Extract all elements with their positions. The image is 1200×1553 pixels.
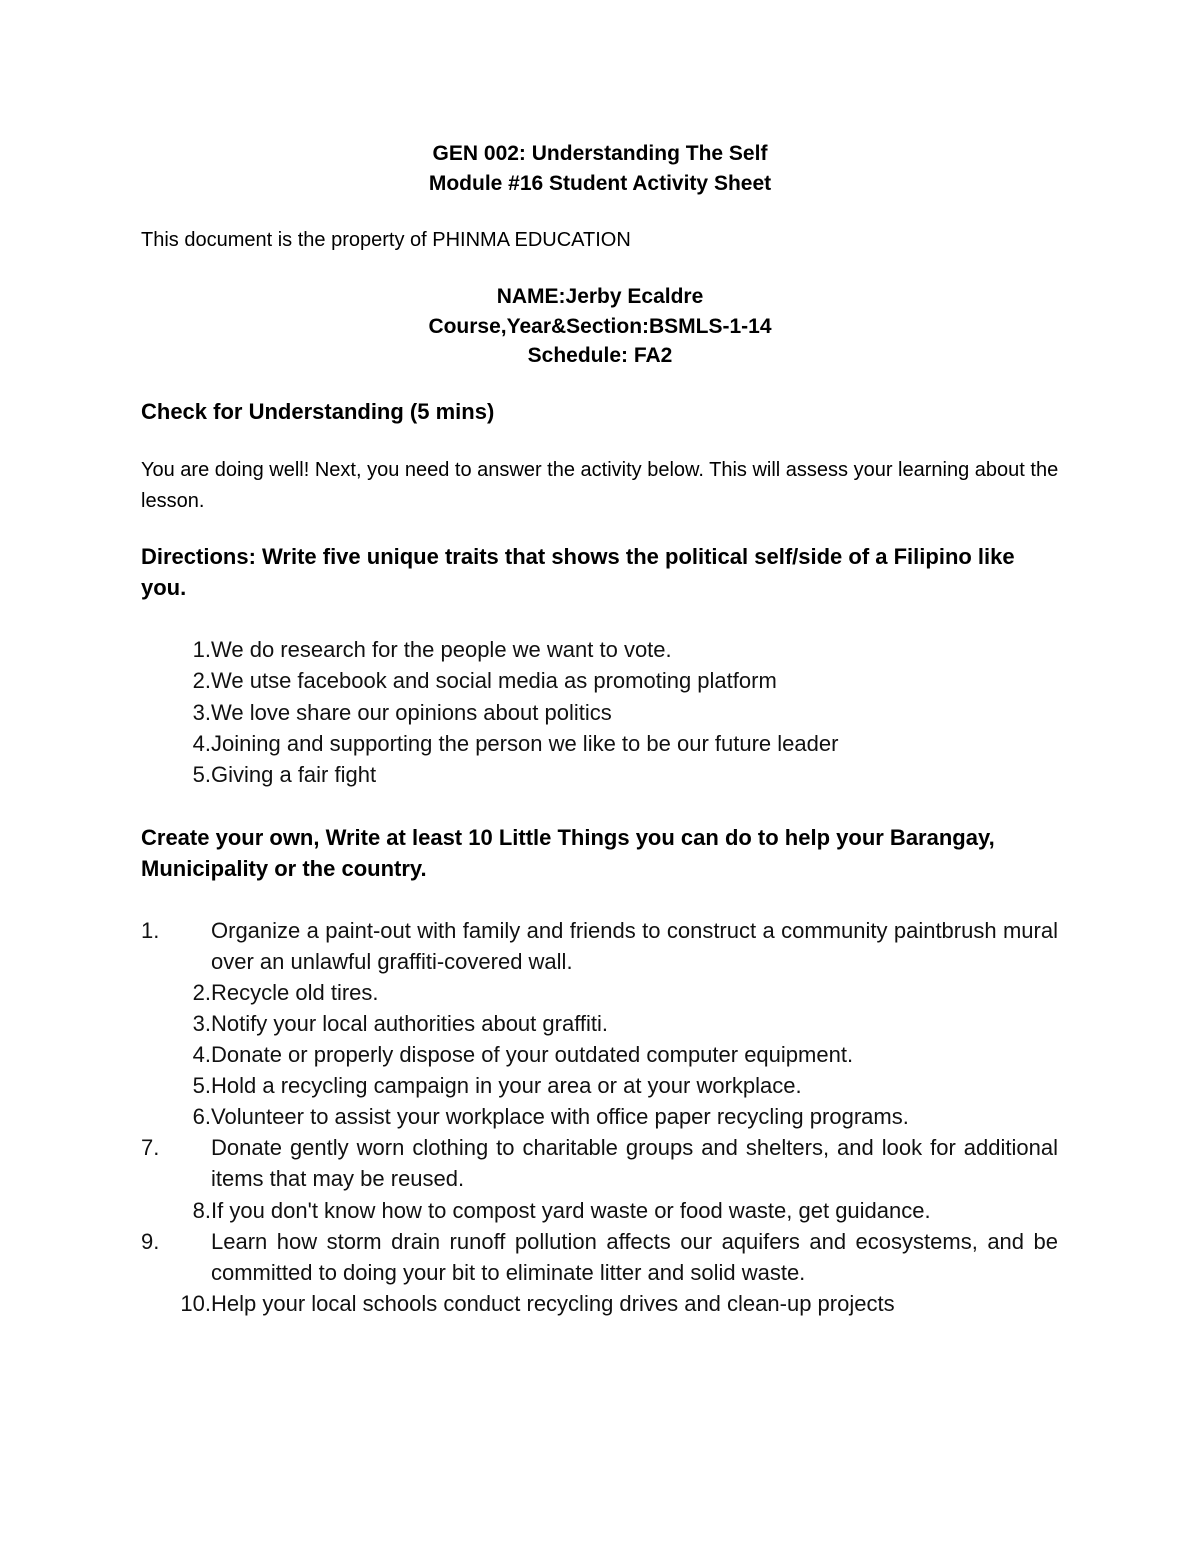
student-schedule: Schedule: FA2 xyxy=(527,344,673,367)
list-item xyxy=(141,634,1058,665)
list-item xyxy=(141,1288,1058,1319)
activity1-directions: Directions: Write five unique traits that shows the political self/side of a Filipino like you. xyxy=(141,544,1015,600)
list-item-number: 2. xyxy=(192,668,211,693)
list-item-number: 10. xyxy=(180,1291,211,1316)
list-item-number: 3. xyxy=(192,1011,211,1036)
section-intro: You are doing well! Next, you need to answer the activity below. This will assess your learning about the lesson. xyxy=(141,459,1059,512)
ownership-notice: This document is the property of PHINMA EDUCATION xyxy=(141,229,631,251)
list-item xyxy=(141,1132,1058,1194)
list-item-number: 5. xyxy=(192,762,211,787)
list-item-number: 1. xyxy=(192,637,211,662)
list-item-text: Donate or properly dispose of your outdated computer equipment. xyxy=(211,1042,854,1067)
list-item-text: Joining and supporting the person we like to be our future leader xyxy=(211,731,839,756)
list-item-number: 4. xyxy=(192,1042,211,1067)
list-item-text: Recycle old tires. xyxy=(211,980,379,1005)
list-item-text: If you don't know how to compost yard waste or food waste, get guidance. xyxy=(211,1198,931,1223)
list-item-number: 3. xyxy=(192,700,211,725)
list-item-text: We love share our opinions about politics xyxy=(211,700,612,725)
list-item-number: 2. xyxy=(192,980,211,1005)
section-heading: Check for Understanding (5 mins) xyxy=(141,399,495,424)
list-item-text: Organize a paint-out with family and friends to construct a community paintbrush mural over an unlawful graffiti-covered wall. xyxy=(211,918,1058,974)
list-item xyxy=(141,759,1058,790)
list-item xyxy=(141,665,1058,696)
list-item-text: We utse facebook and social media as promoting platform xyxy=(211,668,777,693)
module-title: Module #16 Student Activity Sheet xyxy=(428,172,772,195)
list-item-number: 9. xyxy=(141,1229,160,1254)
list-item-text: Learn how storm drain runoff pollution affects our aquifers and ecosystems, and be committed to doing your bit to eliminate litter and solid waste. xyxy=(211,1229,1058,1285)
list-item xyxy=(141,1226,1058,1288)
list-item-text: Volunteer to assist your workplace with office paper recycling programs. xyxy=(211,1104,909,1129)
course-title: GEN 002: Understanding The Self xyxy=(432,142,768,165)
list-item-text: We do research for the people we want to vote. xyxy=(211,637,672,662)
list-item-text: Help your local schools conduct recycling drives and clean-up projects xyxy=(211,1291,895,1316)
list-item xyxy=(141,915,1058,977)
list-item xyxy=(141,1070,1058,1101)
list-item-text: Notify your local authorities about graffiti. xyxy=(211,1011,609,1036)
list-item xyxy=(141,1101,1058,1132)
list-item-number: 1. xyxy=(141,918,160,943)
list-item-text: Donate gently worn clothing to charitable groups and shelters, and look for additional items that may be reused. xyxy=(211,1135,1058,1191)
list-item xyxy=(141,697,1058,728)
list-item-number: 8. xyxy=(192,1198,211,1223)
list-item xyxy=(141,1008,1058,1039)
list-item xyxy=(141,1195,1058,1226)
student-name: NAME:Jerby Ecaldre xyxy=(496,285,704,308)
list-item xyxy=(141,728,1058,759)
list-item-number: 7. xyxy=(141,1135,160,1160)
student-course-section: Course,Year&Section:BSMLS-1-14 xyxy=(428,315,772,338)
list-item-text: Giving a fair fight xyxy=(211,762,377,787)
list-item xyxy=(141,977,1058,1008)
list-item-number: 6. xyxy=(192,1104,211,1129)
activity2-directions: Create your own, Write at least 10 Little Things you can do to help your Barangay, Municipality or the country. xyxy=(141,825,995,881)
list-item xyxy=(141,1039,1058,1070)
list-item-text: Hold a recycling campaign in your area or at your workplace. xyxy=(211,1073,802,1098)
list-item-number: 4. xyxy=(192,731,211,756)
list-item-number: 5. xyxy=(192,1073,211,1098)
